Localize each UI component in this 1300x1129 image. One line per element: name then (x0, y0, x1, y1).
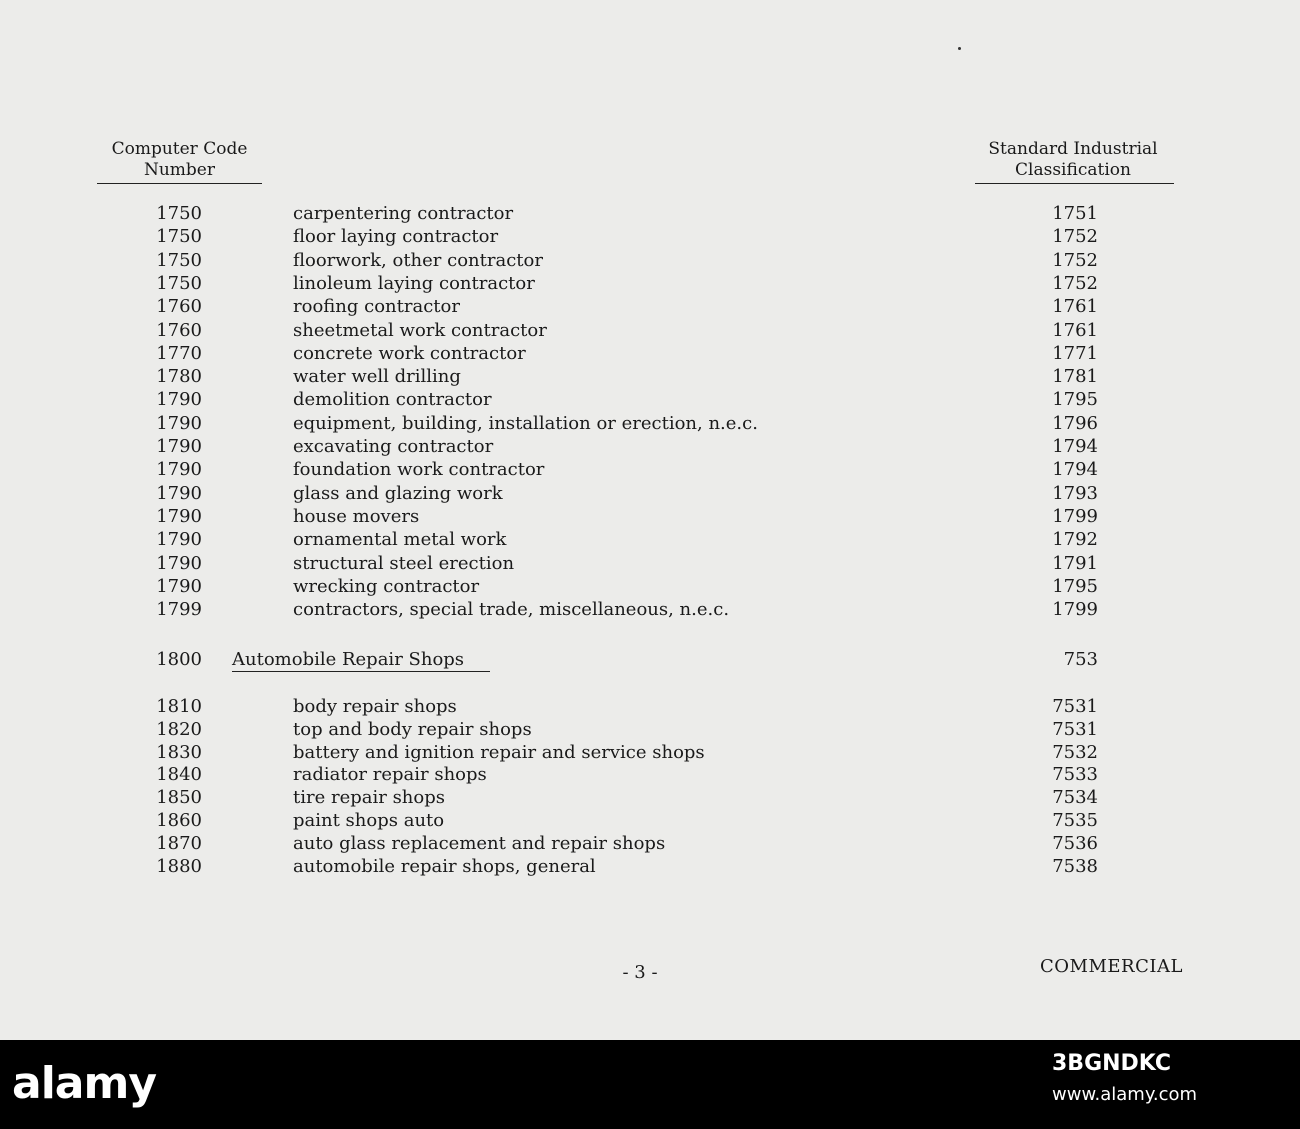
sic-code: 1761 (1052, 319, 1098, 341)
sic-code: 1781 (1052, 366, 1098, 388)
computer-code: 1799 (156, 599, 202, 621)
header-sic: Standard Industrial Classification (988, 139, 1158, 180)
sic-code: 7538 (1052, 855, 1098, 877)
sic-code: 1795 (1052, 575, 1098, 597)
description: linoleum laying contractor (293, 272, 535, 294)
table-row (0, 832, 1300, 855)
sic-code: 7535 (1052, 810, 1098, 831)
sic-code: 1794 (1052, 459, 1098, 481)
speck (958, 47, 961, 50)
description: body repair shops (293, 696, 457, 717)
table-row (0, 528, 1300, 551)
description: roofing contractor (293, 296, 460, 318)
description: battery and ignition repair and service shops (293, 741, 705, 763)
table-row (0, 272, 1300, 295)
computer-code: 1790 (156, 459, 202, 481)
description: demolition contractor (293, 389, 492, 411)
table-row (0, 342, 1300, 365)
description: equipment, building, installation or erection, n.e.c. (293, 412, 758, 434)
computer-code: 1790 (156, 575, 202, 597)
table-row (0, 505, 1300, 528)
computer-code: 1790 (156, 482, 202, 504)
description: excavating contractor (293, 436, 494, 457)
description: top and body repair shops (293, 718, 532, 740)
sic-code: 7531 (1052, 696, 1098, 717)
table-row (0, 855, 1300, 878)
watermark-url: www.alamy.com (1052, 1084, 1198, 1105)
sic-code: 1796 (1052, 412, 1098, 434)
description: ornamental metal work (293, 529, 507, 551)
description: contractors, special trade, miscellaneous, n.e.c. (293, 599, 730, 621)
description: automobile repair shops, general (293, 855, 596, 877)
watermark-image-id: 3BGNDKC (1052, 1051, 1172, 1076)
table-row (0, 412, 1300, 435)
table-row (0, 741, 1300, 764)
table-row (0, 458, 1300, 481)
computer-code: 1790 (156, 389, 202, 411)
computer-code: 1790 (156, 412, 202, 434)
computer-code: 1880 (156, 855, 202, 877)
description: house movers (293, 505, 420, 527)
sic-code: 7536 (1052, 832, 1098, 854)
header-left-underline (97, 183, 262, 184)
computer-code: 1790 (156, 552, 202, 574)
table-row (0, 435, 1300, 458)
sic-code: 7533 (1052, 764, 1098, 786)
table-row (0, 295, 1300, 318)
table-row (0, 552, 1300, 575)
computer-code: 1760 (156, 319, 202, 341)
computer-code: 1790 (156, 505, 202, 527)
description: sheetmetal work contractor (293, 319, 547, 341)
sic-code: 1799 (1052, 599, 1098, 621)
description: water well drilling (293, 366, 461, 388)
table-row (0, 225, 1300, 248)
sic-code: 1752 (1052, 226, 1098, 248)
computer-code: 1830 (156, 741, 202, 763)
description: auto glass replacement and repair shops (293, 832, 666, 854)
table-row (0, 718, 1300, 741)
computer-code: 1810 (156, 696, 202, 717)
table-row (0, 786, 1300, 809)
description: foundation work contractor (293, 459, 545, 481)
table-row (0, 249, 1300, 272)
section-title-underline (232, 671, 490, 672)
sic-code: 7532 (1052, 741, 1098, 763)
sic-code: 1792 (1052, 529, 1098, 551)
description: carpentering contractor (293, 203, 514, 224)
sic-code: 1752 (1052, 272, 1098, 294)
sic-code: 7531 (1052, 718, 1098, 740)
section-title: Automobile Repair Shops (232, 649, 465, 670)
sic-code: 1795 (1052, 389, 1098, 411)
header-right-underline (975, 183, 1174, 184)
sic-code: 1751 (1052, 203, 1098, 224)
sic-code: 7534 (1052, 787, 1098, 809)
page-number: - 3 - (622, 962, 658, 983)
table-row (0, 695, 1300, 718)
table-row (0, 575, 1300, 598)
description: structural steel erection (293, 552, 515, 574)
computer-code: 1860 (156, 810, 202, 831)
computer-code: 1750 (156, 249, 202, 271)
header-computer-code: Computer Code Number (111, 139, 248, 180)
sic-code: 1752 (1052, 249, 1098, 271)
computer-code: 1870 (156, 832, 202, 854)
sic-code: 1794 (1052, 436, 1098, 457)
computer-code: 1750 (156, 203, 202, 224)
table-row (0, 202, 1300, 225)
sic-code: 1799 (1052, 505, 1098, 527)
description: wrecking contractor (293, 575, 480, 597)
description: radiator repair shops (293, 764, 487, 786)
table-row (0, 598, 1300, 621)
computer-code: 1840 (156, 764, 202, 786)
computer-code: 1770 (156, 342, 202, 364)
table-row (0, 365, 1300, 388)
description: floor laying contractor (293, 226, 499, 248)
section-sic: 753 (1063, 649, 1098, 670)
computer-code: 1790 (156, 436, 202, 457)
description: concrete work contractor (293, 342, 526, 364)
computer-code: 1850 (156, 787, 202, 809)
computer-code: 1750 (156, 272, 202, 294)
table-row (0, 319, 1300, 342)
table-row (0, 388, 1300, 411)
description: paint shops auto (293, 810, 445, 831)
computer-code: 1780 (156, 366, 202, 388)
table-row (0, 763, 1300, 786)
section-code: 1800 (156, 649, 202, 670)
sic-code: 1791 (1052, 552, 1098, 574)
description: tire repair shops (293, 787, 445, 809)
footer-section-label: COMMERCIAL (1040, 956, 1183, 977)
computer-code: 1760 (156, 296, 202, 318)
table-row (0, 809, 1300, 832)
description: glass and glazing work (293, 482, 503, 504)
computer-code: 1820 (156, 718, 202, 740)
sic-code: 1761 (1052, 296, 1098, 318)
computer-code: 1790 (156, 529, 202, 551)
computer-code: 1750 (156, 226, 202, 248)
sic-code: 1793 (1052, 482, 1098, 504)
watermark-logo: alamy (12, 1058, 156, 1109)
sic-code: 1771 (1052, 342, 1098, 364)
table-row (0, 482, 1300, 505)
description: floorwork, other contractor (293, 249, 543, 271)
